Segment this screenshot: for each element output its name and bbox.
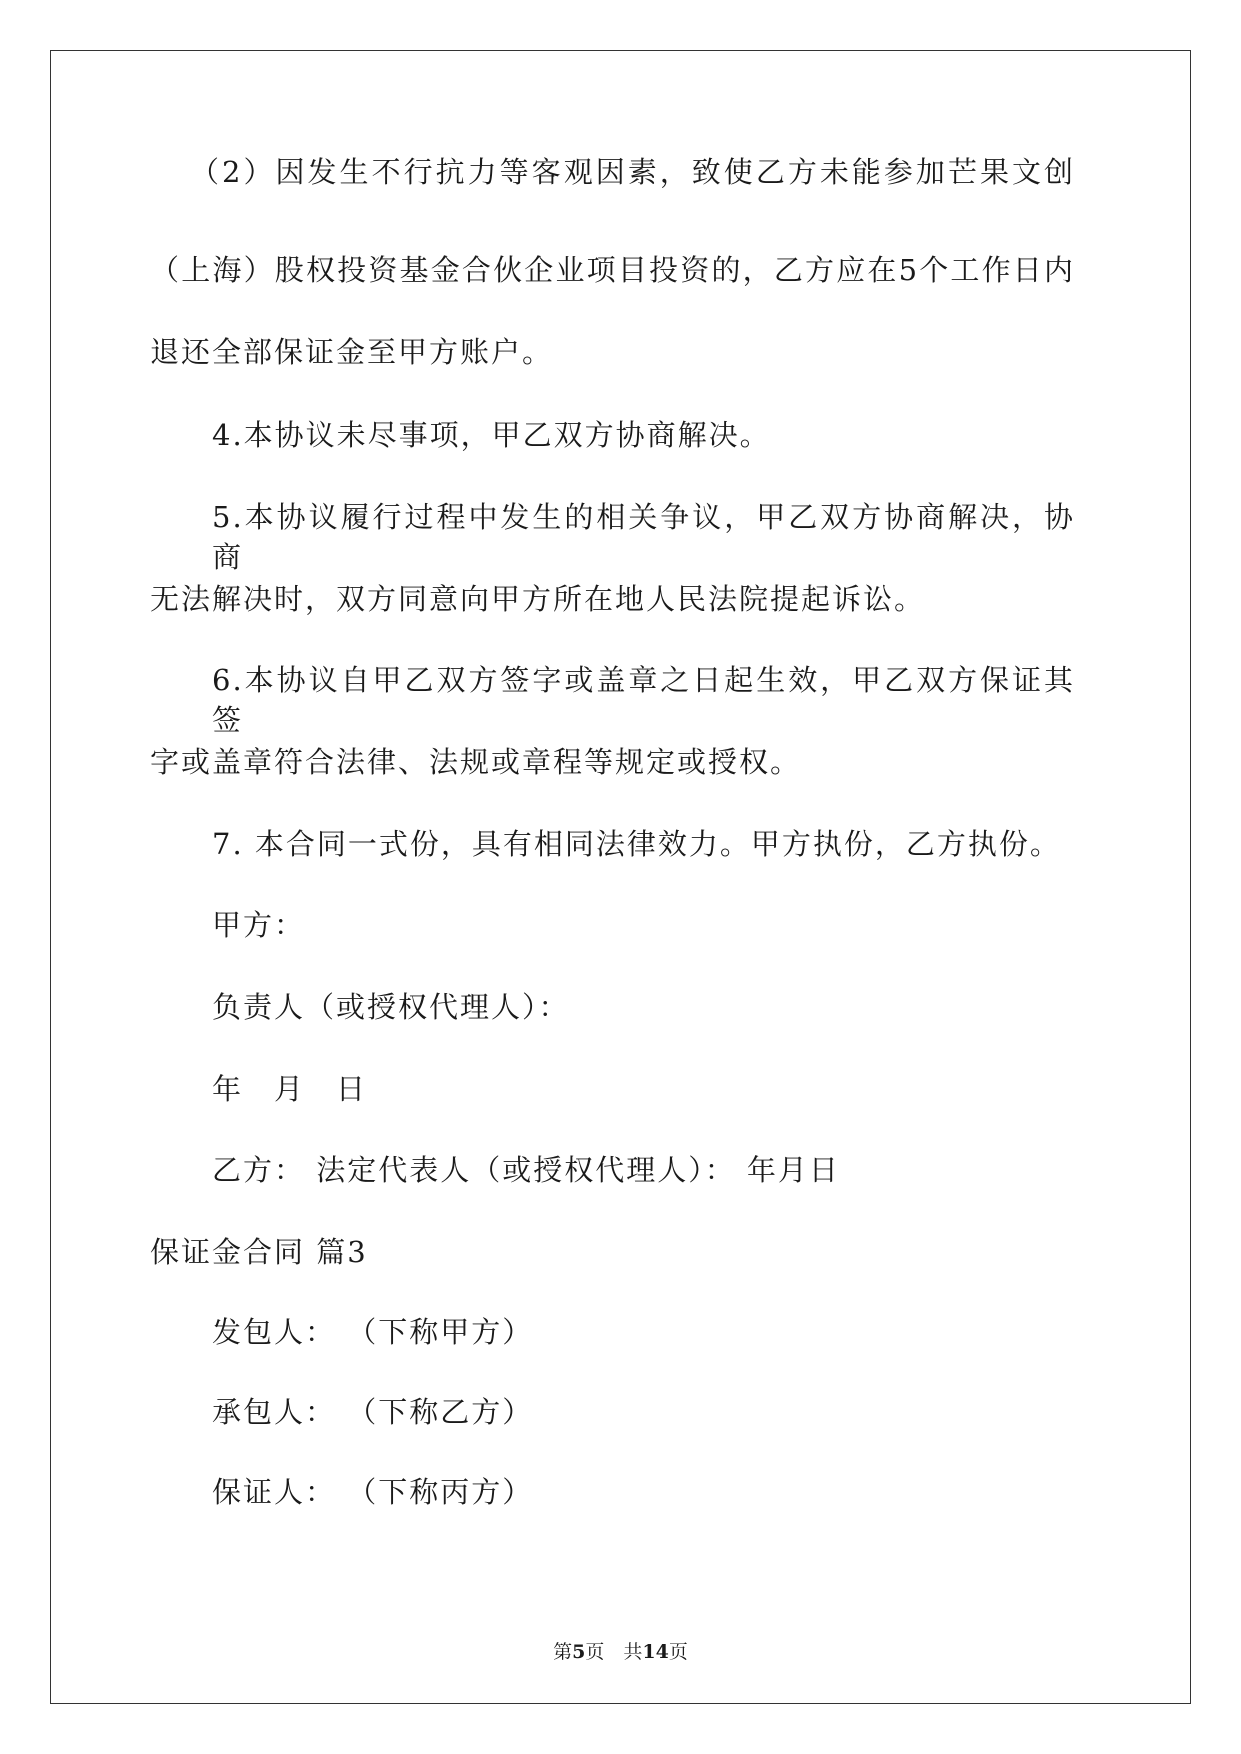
footer-page-number: 5 <box>572 1641 586 1663</box>
clause-4: 4.本协议未尽事项，甲乙双方协商解决。 <box>212 418 771 452</box>
contractor-line: 承包人： （下称乙方） <box>212 1395 534 1429</box>
section-heading: 保证金合同 篇3 <box>150 1235 368 1269</box>
clause-5-line-1: 5.本协议履行过程中发生的相关争议，甲乙双方协商解决，协商 <box>212 500 1075 574</box>
page-border <box>50 50 1191 1704</box>
contractor-employer-line: 发包人： （下称甲方） <box>212 1315 534 1349</box>
footer-suffix: 页 <box>668 1641 688 1663</box>
guarantor-line: 保证人： （下称丙方） <box>212 1475 534 1509</box>
clause-6-line-2: 字或盖章符合法律、法规或章程等规定或授权。 <box>150 745 802 779</box>
footer-mid: 页 共 <box>585 1641 643 1663</box>
footer-prefix: 第 <box>553 1641 573 1663</box>
paragraph-line-3: 退还全部保证金至甲方账户。 <box>150 335 554 369</box>
page-footer <box>0 1640 1241 1664</box>
paragraph-line-1: （2）因发生不行抗力等客观因素，致使乙方未能参加芒果文创 <box>190 155 1075 189</box>
clause-7: 7. 本合同一式份，具有相同法律效力。甲方执份，乙方执份。 <box>212 827 1061 861</box>
party-b-signature-line: 乙方： 法定代表人（或授权代理人）： 年月日 <box>212 1153 840 1187</box>
date-line: 年 月 日 <box>212 1072 368 1106</box>
footer-total-pages: 14 <box>642 1641 669 1663</box>
paragraph-line-2: （上海）股权投资基金合伙企业项目投资的，乙方应在5个工作日内 <box>150 253 1075 287</box>
clause-6-line-1: 6.本协议自甲乙双方签字或盖章之日起生效，甲乙双方保证其签 <box>212 663 1075 737</box>
clause-5-line-2: 无法解决时，双方同意向甲方所在地人民法院提起诉讼。 <box>150 582 926 616</box>
responsible-person-label: 负责人（或授权代理人）： <box>212 990 570 1024</box>
party-a-label: 甲方： <box>212 908 306 942</box>
